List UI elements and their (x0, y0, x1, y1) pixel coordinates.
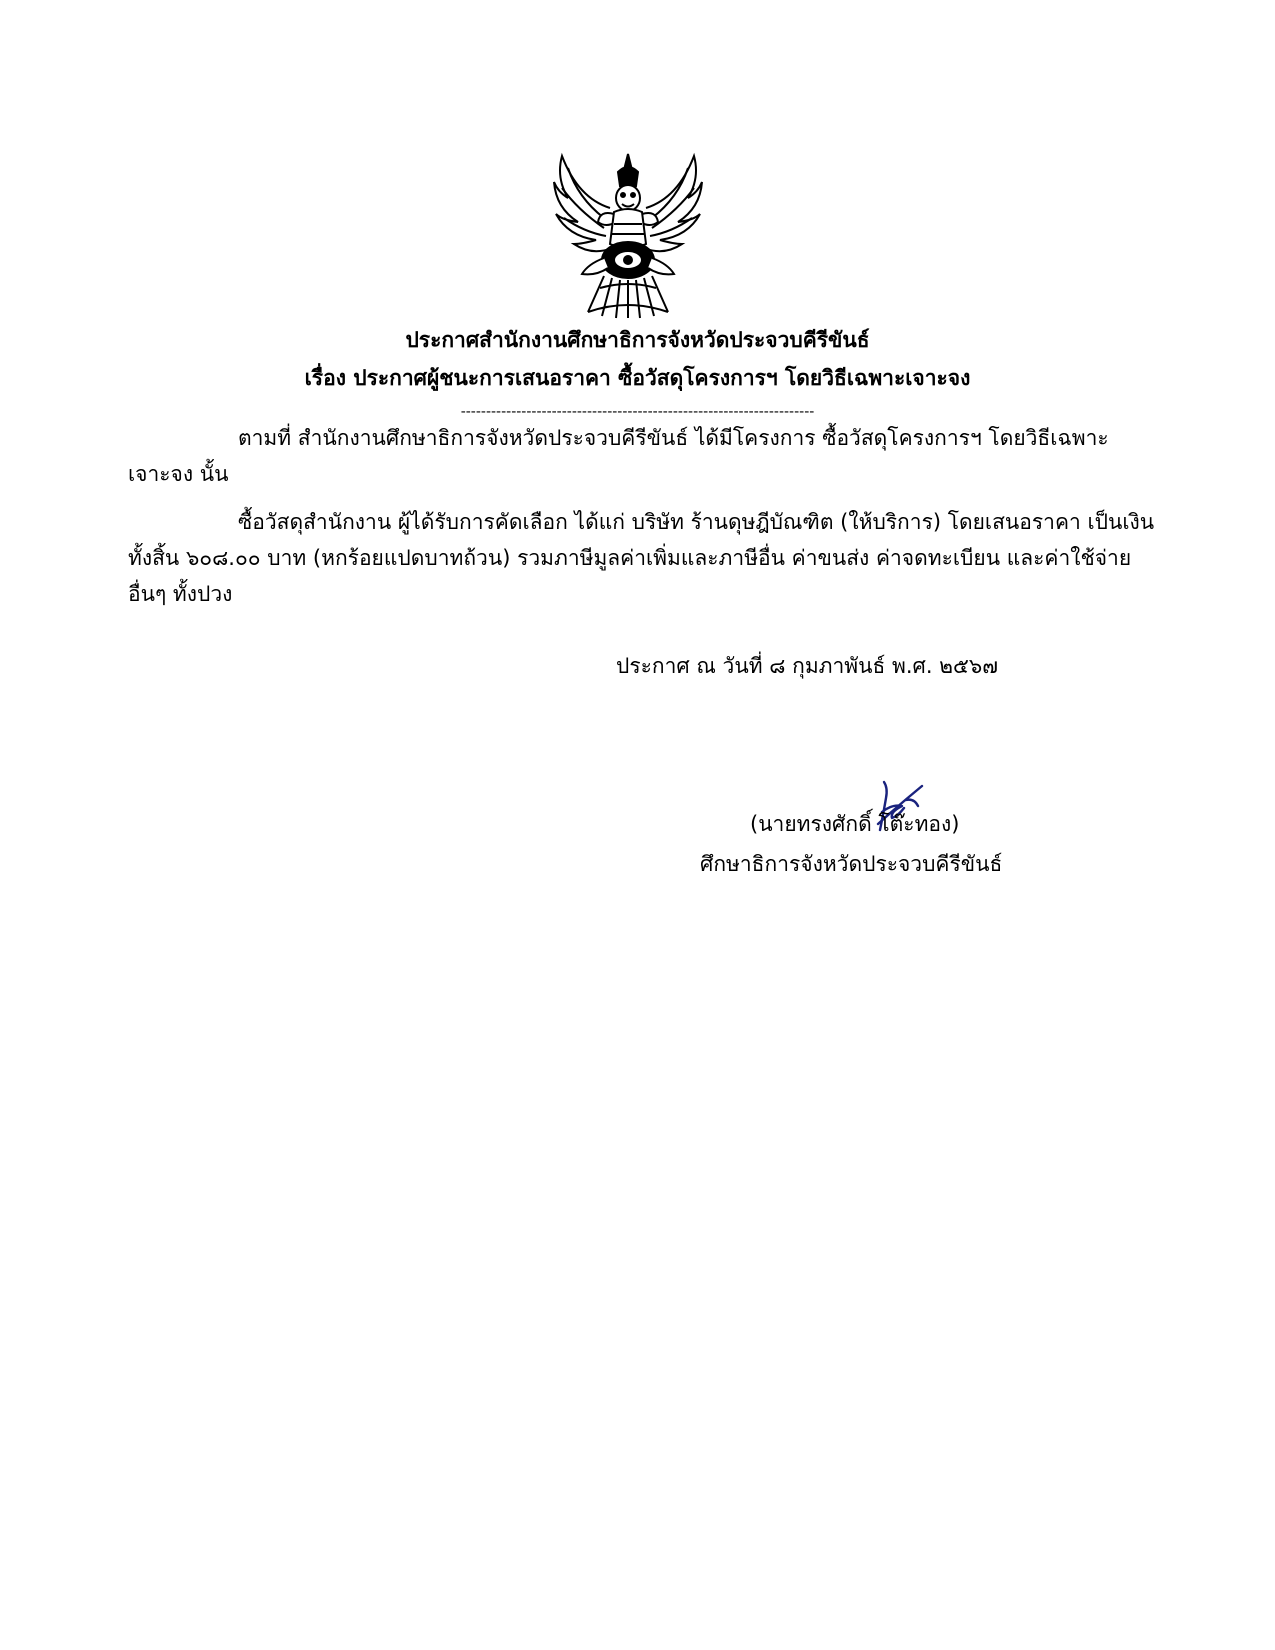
divider: ---------------------------------------------------------------------- (460, 404, 815, 420)
subject-line: เรื่อง ประกาศผู้ชนะการเสนอราคา ซื้อวัสดุโครงการฯ โดยวิธีเฉพาะเจาะจง (304, 366, 971, 390)
signer-position: ศึกษาธิการจังหวัดประจวบคีรีขันธ์ (700, 852, 1003, 876)
garuda-emblem-icon (548, 148, 708, 320)
page-title: ประกาศสำนักงานศึกษาธิการจังหวัดประจวบคีรีขันธ์ (405, 328, 870, 352)
paragraph-2-line-2: ทั้งสิ้น ๖๐๘.๐๐ บาท (หกร้อยแปดบาทถ้วน) รวมภาษีมูลค่าเพิ่มและภาษีอื่น ค่าขนส่ง ค่าจดทะเบียน และค่าใช้จ่าย (128, 546, 1132, 570)
signer-name: (นายทรงศักดิ์ โต๊ะทอง) (750, 812, 960, 836)
announcement-date: ประกาศ ณ วันที่ ๘ กุมภาพันธ์ พ.ศ. ๒๕๖๗ (616, 654, 999, 678)
paragraph-1-line-2: เจาะจง นั้น (128, 462, 229, 486)
paragraph-2-line-3: อื่นๆ ทั้งปวง (128, 582, 233, 606)
paragraph-2-line-1: ซื้อวัสดุสำนักงาน ผู้ได้รับการคัดเลือก ได้แก่ บริษัท ร้านดุษฎีบัณฑิต (ให้บริการ) โดยเสนอราคา เป็นเงิน (238, 510, 1155, 534)
paragraph-1-line-1: ตามที่ สำนักงานศึกษาธิการจังหวัดประจวบคีรีขันธ์ ได้มีโครงการ ซื้อวัสดุโครงการฯ โดยวิธีเฉพาะ (238, 426, 1109, 450)
